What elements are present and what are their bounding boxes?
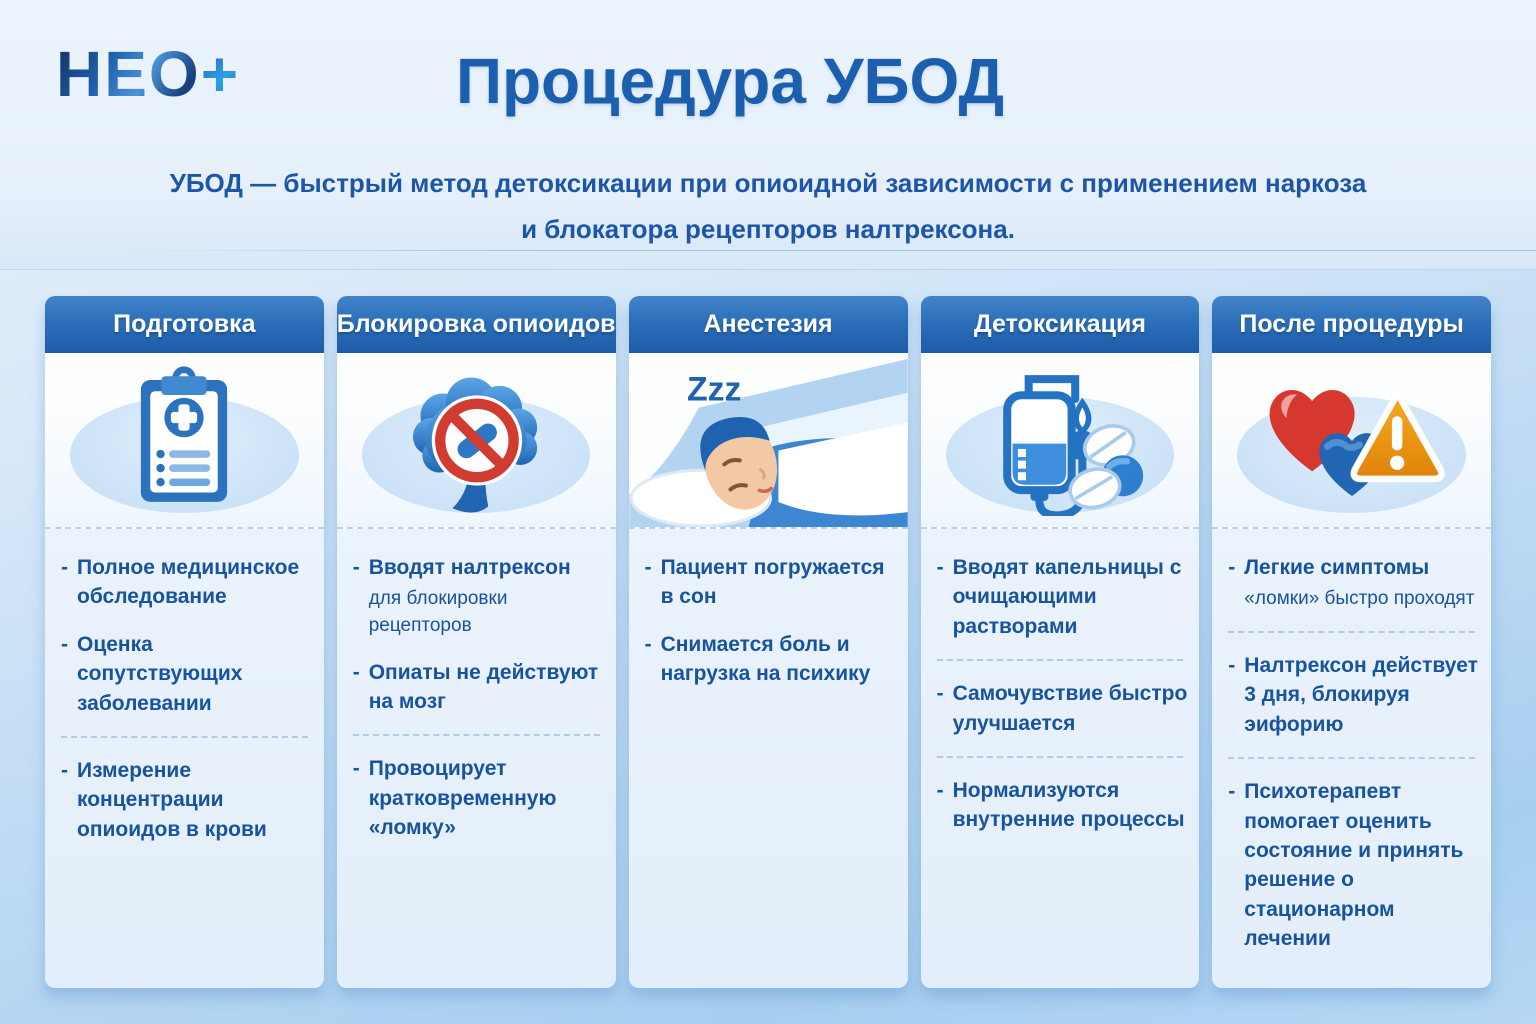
card-anesthesia-text [629,529,908,988]
bullet-dash: - [644,632,652,656]
bullet-dash: - [936,778,944,802]
subtitle [0,160,1536,252]
list-item: - Пациент погружается в сон [645,553,900,612]
list-item: - Вводят налтрексон для блокировки рецепторов [353,553,608,640]
process-steps-row [45,296,1491,988]
card-preparation-icon-zone [45,353,324,529]
card-opioid-blocking-title: Блокировка опиоидов [337,296,616,353]
card-opioid-blocking-text [337,529,616,988]
logo-text: НЕО [56,38,201,110]
list-item: - Психотерапевт помогает оценить состояние и принять решение о стационарном лечении [1228,777,1483,953]
bullet-dash: - [1228,653,1236,677]
card-after-procedure-icon-zone [1212,353,1491,529]
card-detox-icon-zone [921,353,1200,529]
subtitle-line-2: и блокатора рецепторов налтрексона. [521,214,1015,244]
zzz-text: Zzz [686,370,741,409]
list-item: - Легкие симптомы «ломки» быстро проходят [1228,553,1483,613]
bullet-dash: - [1228,780,1236,804]
item-divider [937,659,1184,661]
subtitle-line-1: УБОД — быстрый метод детоксикации при опиоидной зависимости с применением наркоза [169,168,1367,198]
bullet-dash: - [352,757,360,781]
bullet-dash: - [936,682,944,706]
card-preparation [45,296,324,988]
logo-plus-icon: + [200,38,241,110]
card-preparation-text [45,529,324,988]
item-divider [1228,757,1475,759]
card-anesthesia-icon-zone [629,353,908,529]
card-after-procedure-title: После процедуры [1212,296,1491,353]
card-opioid-blocking [337,296,616,988]
bullet-dash: - [61,556,68,579]
bullet-dash: - [644,556,652,579]
list-item: - Снимается боль и нагрузка на психику [645,630,900,689]
card-detox-title: Детоксикация [921,296,1200,353]
card-detox-text [921,529,1200,988]
bullet-dash: - [352,660,360,684]
list-item: - Полное медицинское обследование [61,553,316,612]
list-item: - Нормализуются внутренние процессы [937,776,1192,835]
list-item: - Вводят капельницы с очищающими растворами [937,553,1192,641]
list-item: - Измерение концентрации опиоидов в крови [61,756,316,844]
item-divider [937,756,1184,758]
card-after-procedure-text [1212,529,1491,988]
bullet-dash: - [936,556,944,579]
brain-blocked-icon [396,363,556,518]
list-item: - Самочувствие быстро улучшается [937,679,1192,738]
list-item: - Опиаты не действуют на мозг [353,658,608,717]
page-title: Процедура УБОД [455,45,1005,117]
bullet-dash: - [352,556,360,579]
iv-drip-pills-icon [975,364,1145,516]
card-opioid-blocking-icon-zone [337,353,616,529]
clipboard-medical-icon [109,365,259,515]
bullet-dash: - [61,758,68,782]
hearts-warning-icon [1257,367,1447,513]
item-divider [61,736,308,738]
item-divider [353,734,600,736]
sleeping-patient-icon [629,353,908,527]
list-item: - Оценка сопутствующих заболевании [61,630,316,718]
bullet-dash: - [61,632,68,656]
card-after-procedure [1212,296,1491,988]
list-item: - Провоцирует кратковременную «ломку» [353,754,608,842]
card-anesthesia [629,296,908,988]
card-anesthesia-title: Анестезия [629,296,908,353]
item-divider [1228,631,1475,633]
card-detox [921,296,1200,988]
list-item: - Налтрексон действует 3 дня, блокируя эифорию [1228,651,1483,739]
card-preparation-title: Подготовка [45,296,324,353]
bullet-dash: - [1228,556,1236,579]
